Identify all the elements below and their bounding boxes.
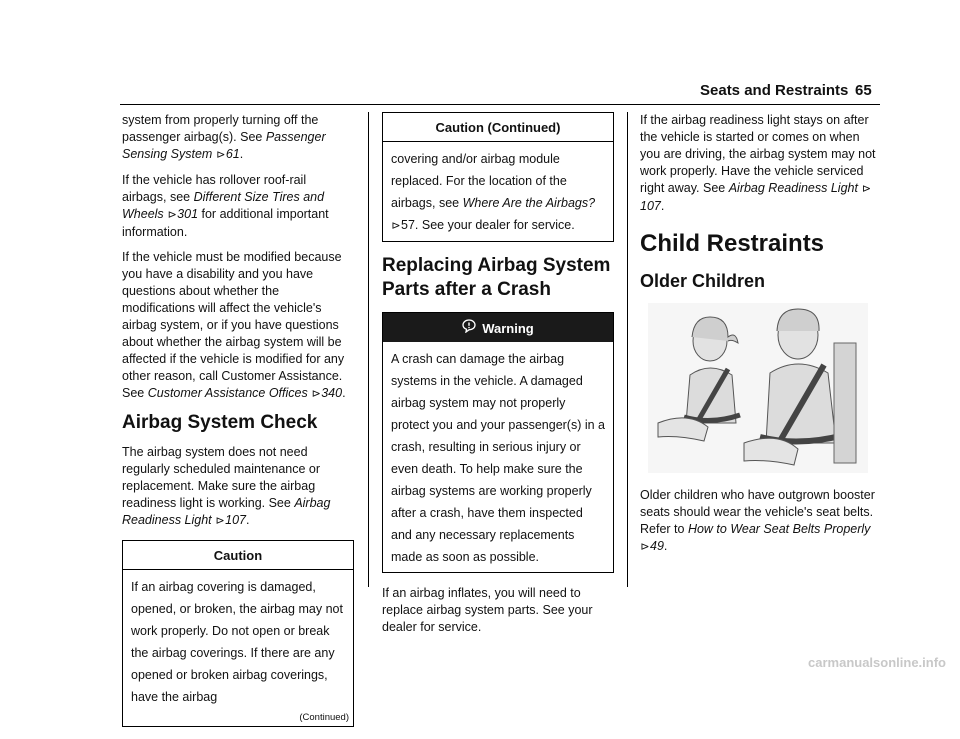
continued-label: (Continued) <box>299 712 349 723</box>
children-seatbelt-illustration <box>648 303 868 473</box>
paragraph: The airbag system does not need regularly scheduled maintenance or replacement. Make sure the airbag readiness light is working. See Airbag Readiness Light ⊳107. <box>122 444 354 530</box>
chapter-heading: Child Restraints <box>640 230 825 257</box>
cross-reference-link[interactable]: How to Wear Seat Belts Properly <box>687 522 871 536</box>
page-reference[interactable]: 49 <box>650 539 664 553</box>
page-ref-icon: ⊳ <box>861 183 872 195</box>
page-ref-icon: ⊳ <box>391 220 401 232</box>
page-number: 65 <box>855 82 872 99</box>
cross-reference-link[interactable]: Airbag Readiness Light <box>122 496 331 527</box>
paragraph: If the vehicle has rollover roof-rail airbags, see Different Size Tires and Wheels ⊳301 for additional important information. <box>122 173 329 239</box>
paragraph: Older children who have outgrown booster seats should wear the vehicle's seat belts. Refer to How to Wear Seat Belts Properly ⊳49. <box>640 487 876 556</box>
header-rule <box>120 104 880 105</box>
page-reference[interactable]: 57 <box>401 218 415 232</box>
page-ref-icon: ⊳ <box>216 149 226 161</box>
column-3 <box>640 112 876 564</box>
column-2 <box>382 112 614 644</box>
caution-text: If an airbag covering is damaged, opened, or broken, the airbag may not work properly. Do not open or break the airbag coverings. If there are any opened or broken airbag coverings, have the airbag <box>131 580 343 704</box>
page-ref-icon: ⊳ <box>640 541 650 553</box>
page-ref-icon: ⊳ <box>311 388 321 400</box>
warning-text: A crash can damage the airbag systems in the vehicle. A damaged airbag system may not properly protect you and your passenger(s) in a crash, resulting in serious injury or even death. To help make sure the airbag systems are working properly after a crash, have them inspected and any necessary replacements made as soon as possible. <box>391 352 606 564</box>
page-reference[interactable]: 61 <box>225 147 240 161</box>
warning-title-bar <box>383 313 613 342</box>
section-title: Seats and Restraints <box>700 82 849 99</box>
cross-reference-link[interactable]: Customer Assistance Offices <box>147 386 308 400</box>
caution-box <box>122 540 354 727</box>
warning-box <box>382 312 614 573</box>
page-reference[interactable]: 107 <box>225 513 246 527</box>
paragraph: If the vehicle must be modified because you have a disability and you have questions about whether the modifications will affect the vehicle's airbag system, or if you have questions about whether the airbag system will be affected if the vehicle is modified for any other reason, call Customer Assistance. See Customer Assistance Offices ⊳340. <box>122 249 354 403</box>
warning-speech-icon <box>462 319 476 337</box>
page-reference[interactable]: 301 <box>177 207 199 221</box>
cross-reference-link[interactable]: Different Size Tires and Wheels <box>122 190 325 221</box>
page-reference[interactable]: 107 <box>640 199 661 213</box>
page-reference[interactable]: 340 <box>321 386 343 400</box>
cross-reference-link[interactable]: Passenger Sensing System <box>122 130 326 161</box>
cross-reference-link[interactable]: Where Are the Airbags? <box>462 196 596 210</box>
paragraph: If an airbag inflates, you will need to replace airbag system parts. See your dealer for service. <box>382 586 593 634</box>
column-1 <box>122 112 354 739</box>
cross-reference-link[interactable]: Airbag Readiness Light <box>728 181 858 195</box>
caution-continued-box <box>382 112 614 242</box>
section-heading: Replacing Airbag System Parts after a Crash <box>382 255 611 300</box>
caution-title: Caution (Continued) <box>383 113 613 142</box>
column-divider-2 <box>627 112 628 587</box>
page-ref-icon: ⊳ <box>167 209 177 221</box>
caution-text: covering and/or airbag module replaced. For the location of the airbags, see Where Are the Airbags? ⊳57. See your dealer for service. <box>383 142 613 241</box>
page-ref-icon: ⊳ <box>215 515 225 527</box>
paragraph: system from properly turning off the passenger airbag(s). See Passenger Sensing System ⊳61. <box>122 112 354 164</box>
paragraph: If the airbag readiness light stays on after the vehicle is started or comes on when you are driving, the airbag system may not work properly. Have the vehicle serviced right away. See Airbag Readiness Light ⊳107. <box>640 113 876 213</box>
column-divider-1 <box>368 112 369 587</box>
caution-title: Caution <box>123 541 353 570</box>
warning-title: Warning <box>482 320 534 336</box>
subsection-heading: Older Children <box>640 271 766 291</box>
section-heading: Airbag System Check <box>122 412 318 433</box>
watermark: carmanualsonline.info <box>808 655 946 670</box>
